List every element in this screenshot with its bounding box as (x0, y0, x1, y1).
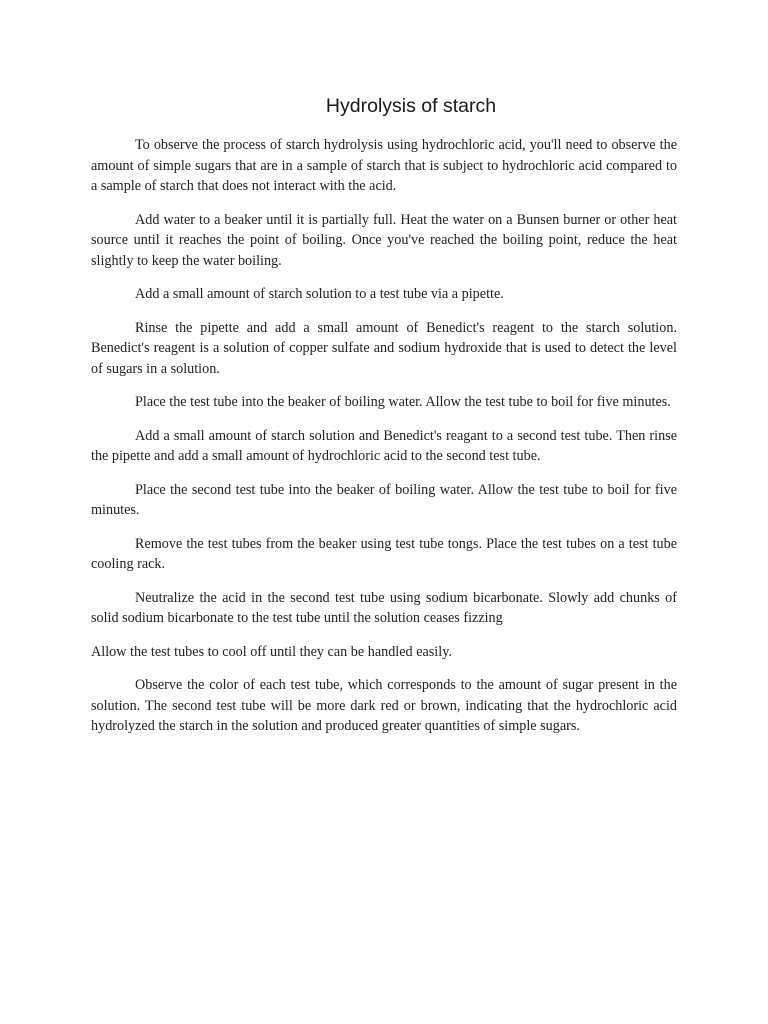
paragraph-step-add-starch: Add a small amount of starch solution to a test tube via a pipette. (135, 286, 504, 302)
paragraph-step-boil-first-tube: Place the test tube into the beaker of boiling water. Allow the test tube to boil for five minutes. (135, 394, 671, 410)
paragraph-step-second-tube: Add a small amount of starch solution and Benedict's reagant to a second test tube. Then rinse the pipette and add a small amount of hydrochloric acid to the second test tube. (91, 427, 677, 464)
paragraph-step-cool: Allow the test tubes to cool off until they can be handled easily. (91, 643, 452, 660)
paragraph-step-add-benedicts: Rinse the pipette and add a small amount of Benedict's reagent to the starch solution. Benedict's reagent is a solution of copper sulfate and sodium hydroxide that is used to detect the level of sugars in a solution. (91, 319, 677, 377)
paragraph-step-observe: Observe the color of each test tube, which corresponds to the amount of sugar present in the solution. The second test tube will be more dark red or brown, indicating that the hydrochloric acid hydrolyzed the starch in the solution and produced greater quantities of simple sugars. (91, 677, 677, 734)
paragraph-intro: To observe the process of starch hydrolysis using hydrochloric acid, you'll need to observe the amount of simple sugars that are in a sample of starch that is subject to hydrochloric acid compared to a sample of starch that does not interact with the acid. (91, 137, 677, 194)
paragraph-step-remove-tubes: Remove the test tubes from the beaker using test tube tongs. Place the test tubes on a test tube cooling rack. (91, 535, 677, 572)
paragraph-step-heat-water: Add water to a beaker until it is partially full. Heat the water on a Bunsen burner or other heat source until it reaches the point of boiling. Once you've reached the boiling point, reduce the heat slightly to keep the water boiling. (91, 211, 677, 269)
document-title: Hydrolysis of starch (325, 95, 497, 117)
paragraph-step-boil-second-tube: Place the second test tube into the beaker of boiling water. Allow the test tube to boil for five minutes. (91, 481, 677, 518)
paragraph-step-neutralize: Neutralize the acid in the second test tube using sodium bicarbonate. Slowly add chunks of solid sodium bicarbonate to the test tube until the solution ceases fizzing (91, 589, 677, 626)
document-body (91, 135, 677, 750)
